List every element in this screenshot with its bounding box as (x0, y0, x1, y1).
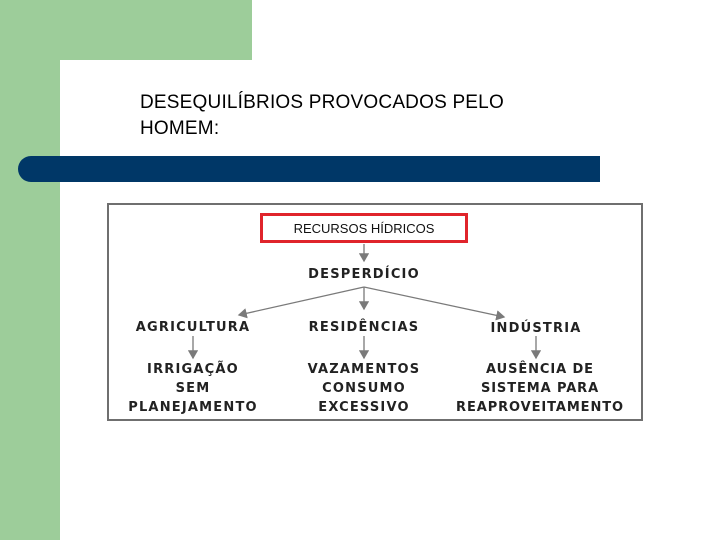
node-desperdicio: DESPERDÍCIO (308, 267, 420, 282)
root-node-recursos-hidricos: RECURSOS HÍDRICOS (260, 213, 468, 243)
effect-line: VAZAMENTOS (307, 362, 421, 377)
node-industria: INDÚSTRIA (490, 321, 582, 336)
slide-title-line-1: DESEQUILÍBRIOS PROVOCADOS PELO (140, 92, 504, 113)
effect-line: CONSUMO (322, 381, 406, 396)
green-top-block (60, 0, 252, 60)
node-residencias-effect (279, 360, 449, 417)
green-sidebar (0, 0, 60, 540)
effect-line: IRRIGAÇÃO (147, 362, 239, 377)
slide-title-line-2: HOMEM: (140, 118, 220, 139)
title-underline-bar (18, 156, 600, 182)
effect-line: SISTEMA PARA (480, 381, 600, 396)
arrow-to-agricultura (239, 287, 364, 315)
effect-line: REAPROVEITAMENTO (456, 400, 624, 415)
water-resources-diagram (107, 203, 643, 421)
effect-line: PLANEJAMENTO (128, 400, 258, 415)
effect-line: SEM (175, 381, 211, 396)
node-agricultura: AGRICULTURA (135, 320, 251, 335)
arrow-to-industria (364, 287, 504, 317)
slide-title (140, 90, 620, 142)
node-residencias: RESIDÊNCIAS (308, 320, 420, 335)
node-industria-effect (443, 360, 637, 417)
effect-line: EXCESSIVO (318, 400, 410, 415)
effect-line: AUSÊNCIA DE (486, 362, 594, 377)
node-agricultura-effect (109, 360, 277, 417)
